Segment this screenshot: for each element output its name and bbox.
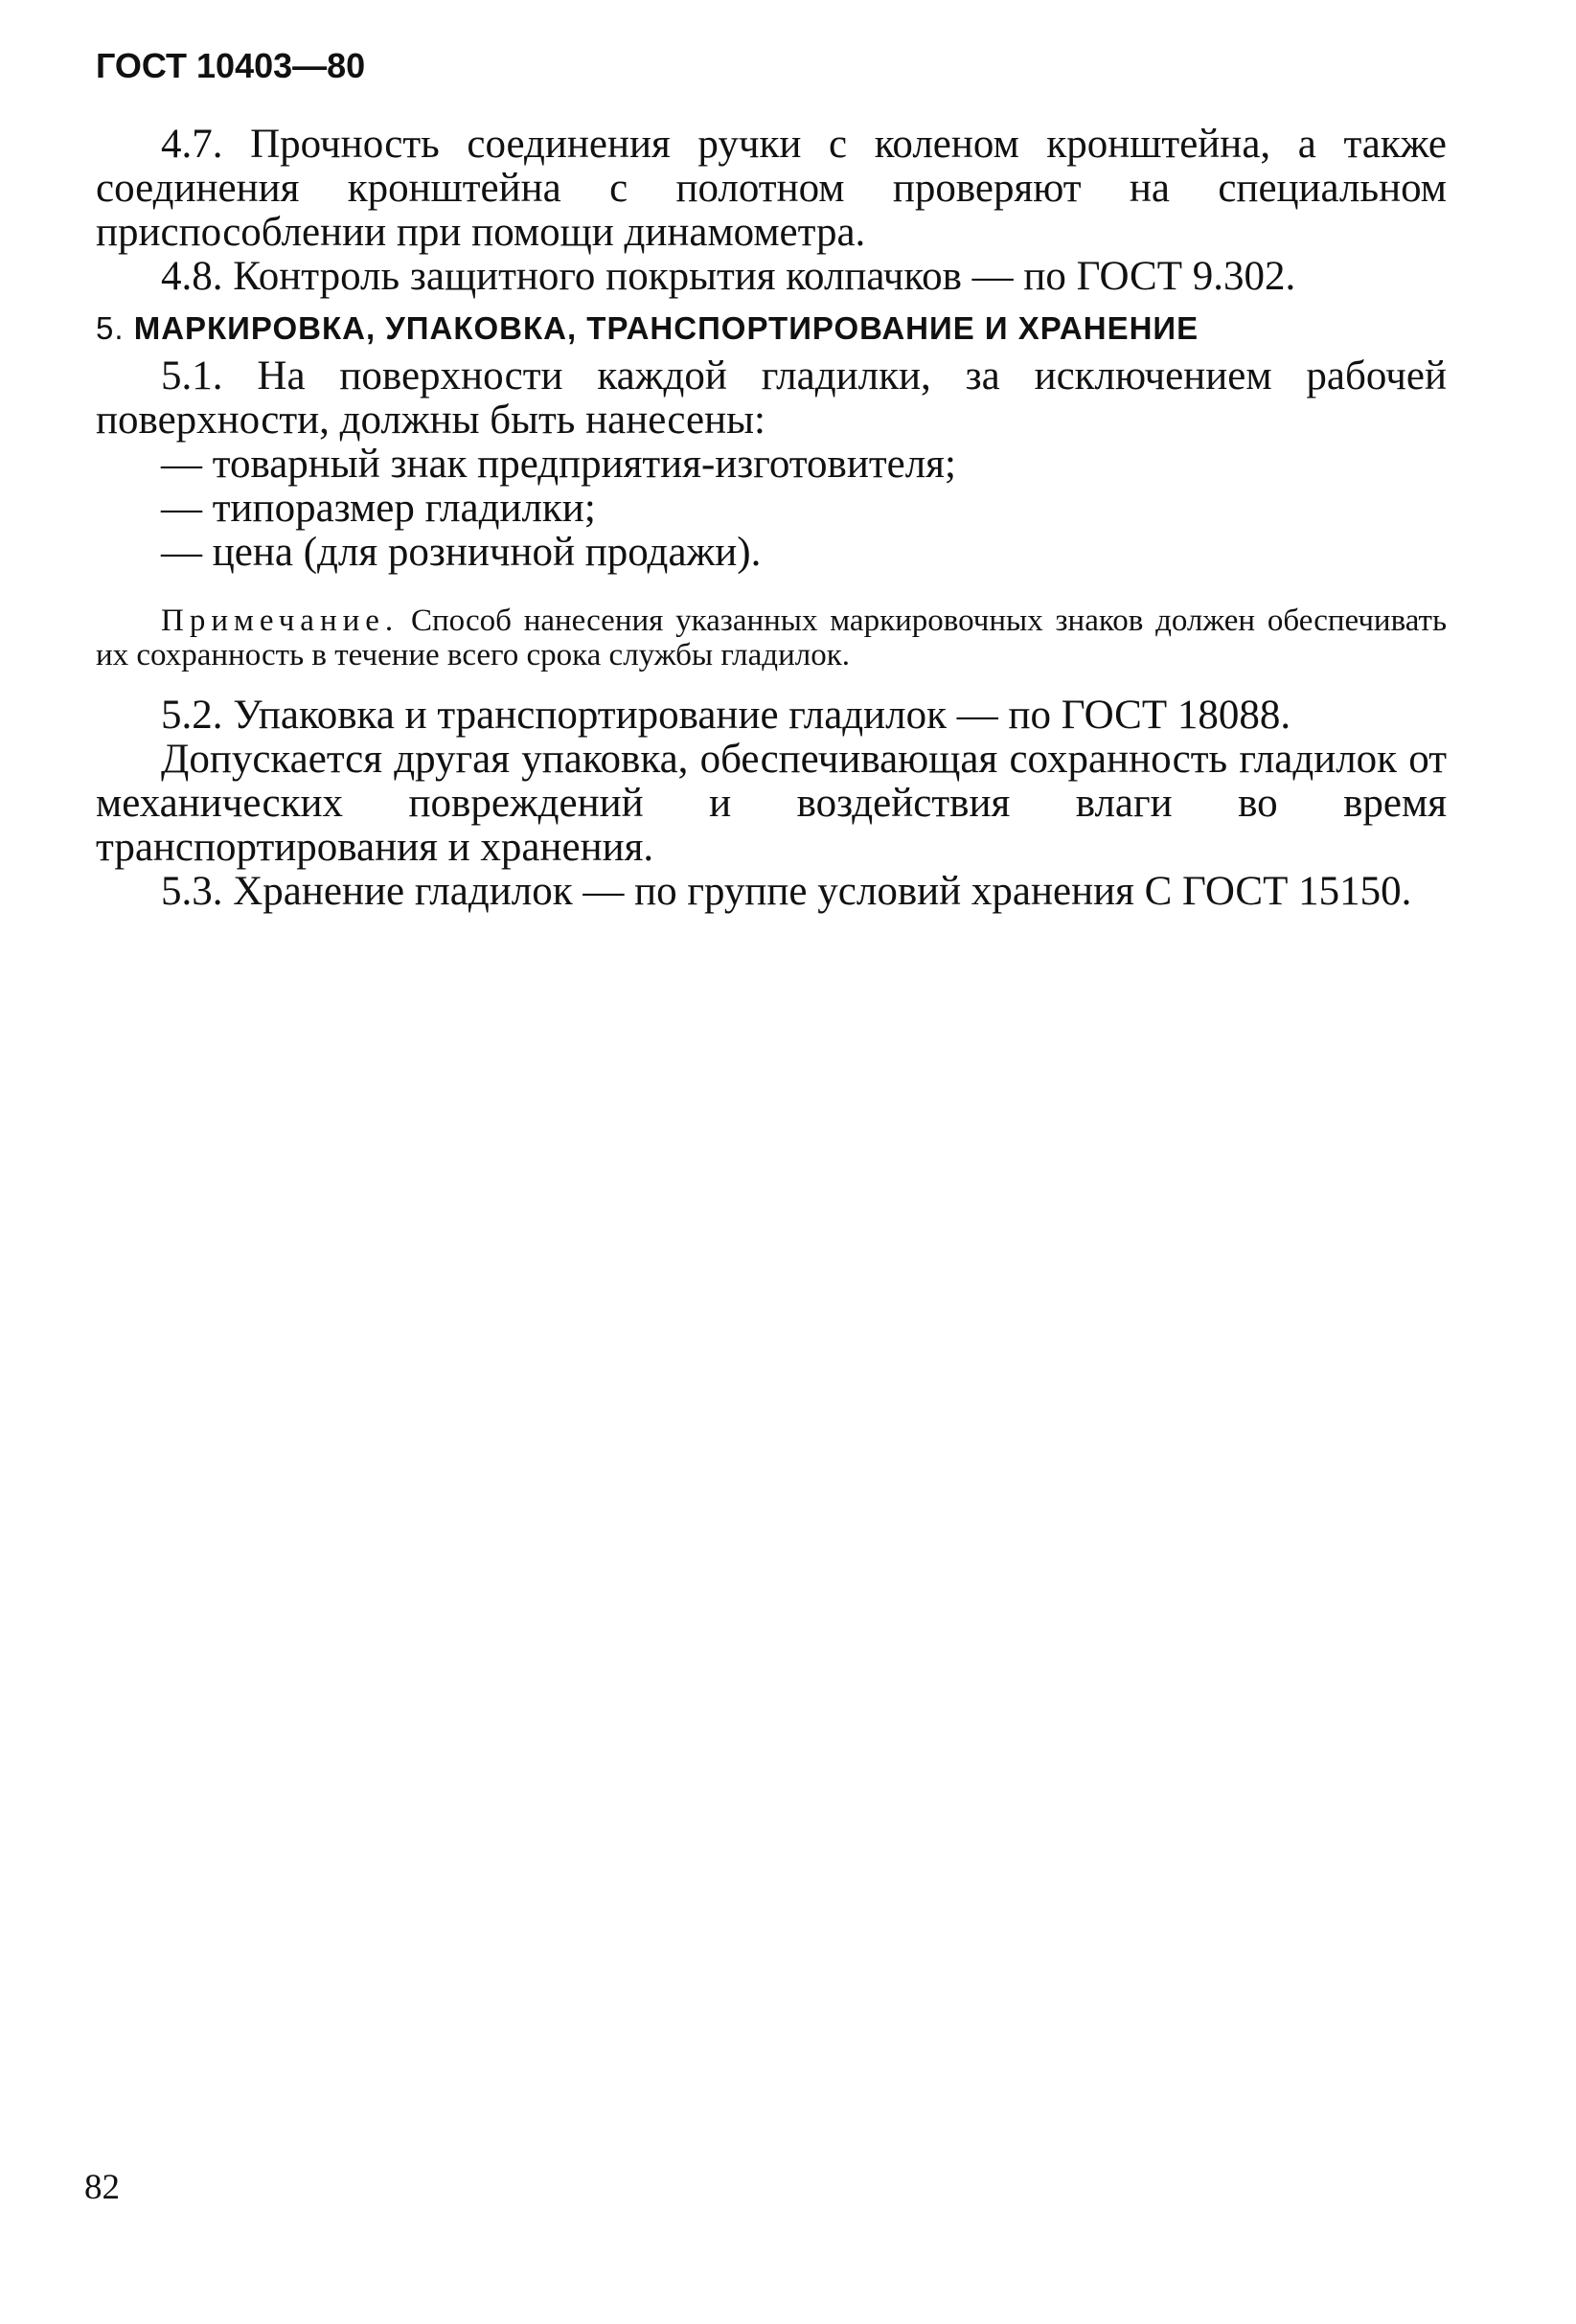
page-number: 82 [84,2168,120,2207]
list-item-price: — цена (для розничной продажи). [161,530,762,575]
list-item-trademark: — товарный знак предприятия-изготовителя; [161,442,956,487]
document-code-header: ГОСТ 10403—80 [96,46,366,85]
list-item-size: — типоразмер гладилки; [161,486,596,531]
note [96,604,1447,672]
note-label: Примечание. [161,604,400,638]
paragraph-4-7: 4.7. Прочность соединения ручки с коленом кронштейна, а также соединения кронштейна с полотном проверяют на специальном приспособлении при помощи динамометра. [96,122,1447,255]
document-body [96,123,1447,914]
paragraph-5-2-extra: Допускается другая упаковка, обеспечивающая сохранность гладилок от механических повреждений и воздействия влаги во время транспортирования и хранения. [96,737,1447,870]
paragraph-5-3: 5.3. Хранение гладилок — по группе условий хранения С ГОСТ 15150. [161,869,1412,914]
section-5-heading [96,307,1447,351]
paragraph-5-2: 5.2. Упаковка и транспортирование гладилок — по ГОСТ 18088. [161,693,1291,738]
section-5-title: МАРКИРОВКА, УПАКОВКА, ТРАНСПОРТИРОВАНИЕ И ХРАНЕНИЕ [133,310,1199,346]
note-text: Способ нанесения указанных маркировочных знаков должен обеспечивать их сохранность в течение всего срока службы гладилок. [96,604,1447,672]
paragraph-4-8: 4.8. Контроль защитного покрытия колпачков — по ГОСТ 9.302. [161,254,1296,299]
paragraph-5-1: 5.1. На поверхности каждой гладилки, за исключением рабочей поверхности, должны быть нанесены: [96,353,1447,443]
section-5-number: 5. [96,310,125,346]
